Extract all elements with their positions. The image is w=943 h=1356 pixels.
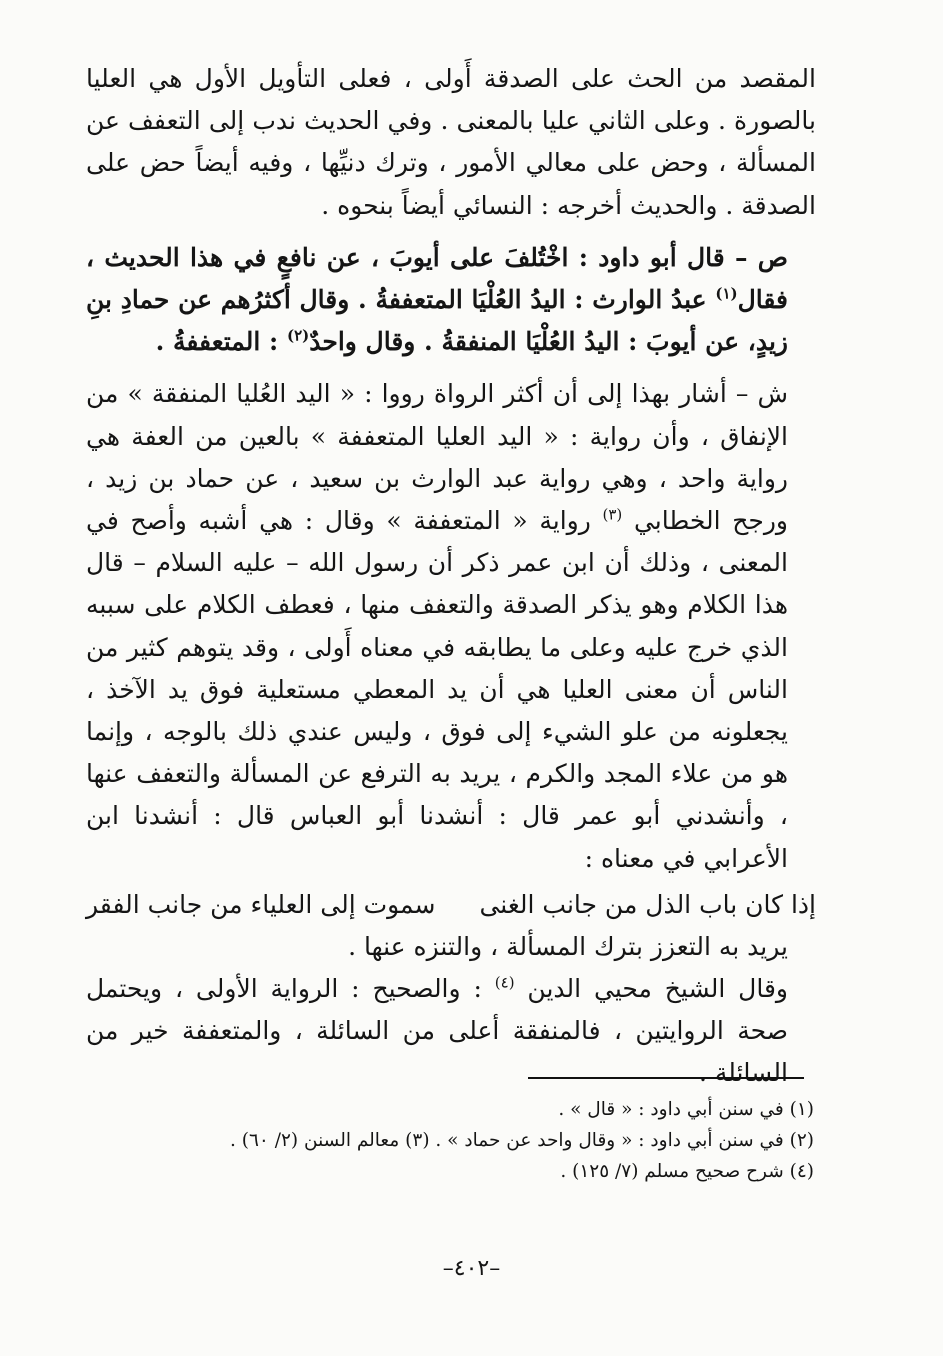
footnote-ref-2: (٢) xyxy=(286,326,310,345)
verse-hemistich-1: إذا كان باب الذل من جانب الغنى xyxy=(479,889,816,919)
matn-paragraph xyxy=(86,237,816,364)
matn-text-1: ص – قال أبو داود : اخْتُلفَ على أيوبَ ، عن نافعٍ في هذا الحديث ، فقال xyxy=(86,242,788,315)
nawawi-text-2: : والصحيح : الرواية الأولى ، ويحتمل صحة الروايتين ، فالمنفقة أعلى من السائلة ، والمتعففة خير من السائلة . xyxy=(86,974,788,1088)
intro-paragraph: المقصد من الحث على الصدقة أَولى ، فعلى التأويل الأول هي العليا بالصورة . وعلى الثاني عليا بالمعنى . وفي الحديث ندب إلى التعفف عن المسألة ، وحض على معالي الأمور ، وترك دنيِّها ، وفيه أيضاً حض على الصدقة . والحديث أخرجه : النسائي أيضاً بنحوه . xyxy=(86,64,816,220)
footnote-ref-3: (٣) xyxy=(602,505,623,524)
footnote-ref-1: (١) xyxy=(715,284,738,303)
matn-text-3: : المتعففةُ . xyxy=(155,327,287,357)
sharh-paragraph xyxy=(86,373,816,879)
verse-hemistich-2: سموت إلى العلياء من جانب الفقر xyxy=(86,889,436,919)
matn-text-2: عبدُ الوارث : اليدُ العُلْيَا المتعففةُ . وقال أكثرُهم عن حمادِ بنِ زيدٍ، عن أيوبَ : اليدُ العُلْيَا المنفقةُ . وقال واحدٌ xyxy=(86,285,788,357)
footnote-separator xyxy=(528,1077,804,1079)
sharh-text-2: رواية « المتعففة » وقال : هي أشبه وأصح في المعنى ، وذلك أن ابن عمر ذكر أن رسول الله – عليه السلام – قال هذا الكلام وهو يذكر الصدقة والتعفف منها ، فعطف الكلام على سببه الذي خرج عليه وعلى ما يطابقه في معناه أَولى ، وقد يتوهم كثير من الناس أن معنى العليا هي أن يد المعطي مستعلية فوق يد الآخذ ، يجعلونه من علو الشيء إلى فوق ، وليس عندي ذلك بالوجه ، وإنما هو من علاء المجد والكرم ، يريد به الترفع عن المسألة والتعفف عنها ، وأنشدني أبو عمر قال : أنشدنا أبو العباس قال : أنشدنا ابن الأعرابي في معناه : xyxy=(86,506,788,873)
nawawi-text-1: وقال الشيخ محيي الدين xyxy=(514,974,788,1004)
footnote-ref-4: (٤) xyxy=(494,973,515,992)
page-body xyxy=(86,58,816,1095)
sharh-text-1: ش – أشار بهذا إلى أن أكثر الرواة رووا : « اليد العُليا المنفقة » من الإنفاق ، وأن رواية : « اليد العليا المتعففة » بالعين من العفة هي رواية واحد ، وهي رواية عبد الوارث بن سعيد ، عن حماد بن زيد ، ورجح الخطابي xyxy=(86,379,788,536)
footnotes xyxy=(120,1094,814,1187)
footnote-line-3: (٤) شرح صحيح مسلم (٧/ ١٢٥) . xyxy=(560,1161,814,1182)
footnote-line-1: (١) في سنن أبي داود : « قال » . xyxy=(558,1099,814,1120)
footnote-line-2: (٢) في سنن أبي داود : « وقال واحد عن حماد » . (٣) معالم السنن (٢/ ٦٠) . xyxy=(230,1130,814,1151)
page-number: –٤٠٢– xyxy=(442,1256,501,1281)
nawawi-paragraph xyxy=(86,968,816,1095)
after-verse-paragraph: يريد به التعزز بترك المسألة ، والتنزه عنها . xyxy=(348,931,788,961)
poetry-verse xyxy=(86,884,816,926)
